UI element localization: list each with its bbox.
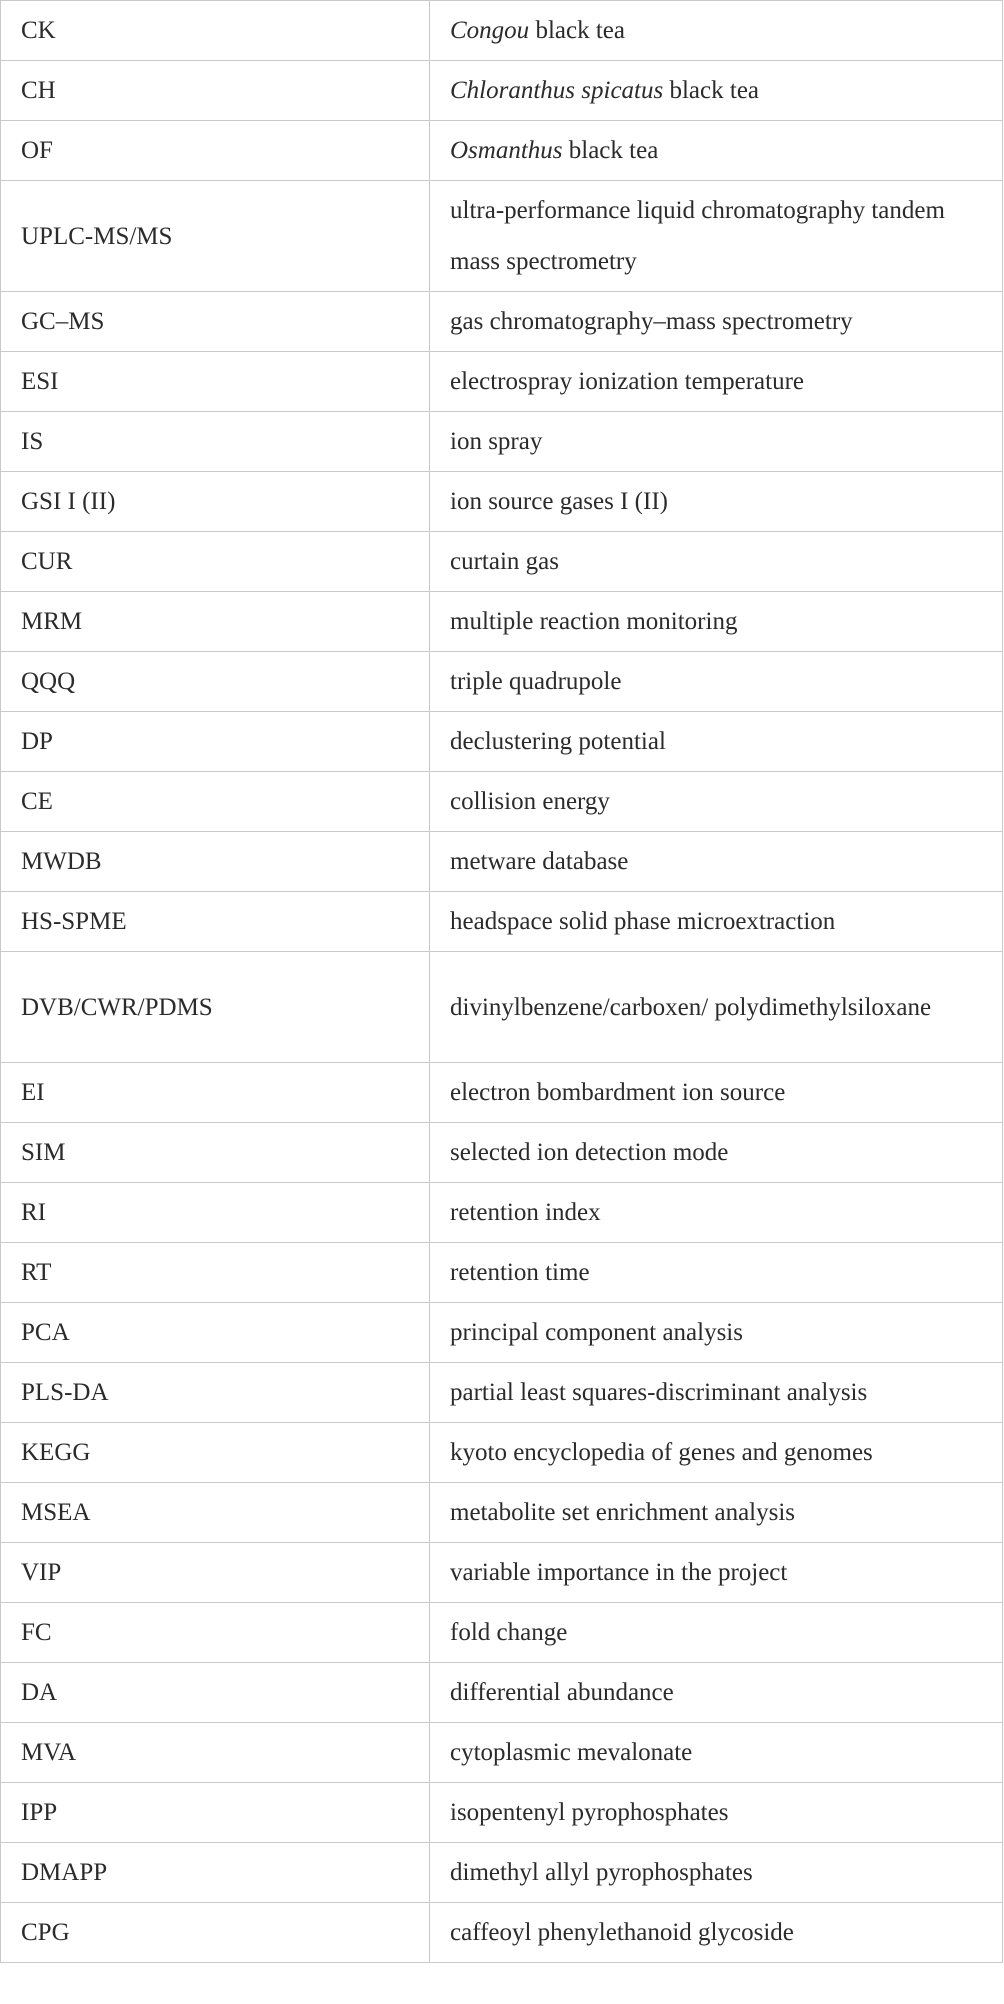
table-row xyxy=(1,592,1003,652)
definition-cell: variable importance in the project xyxy=(430,1543,1003,1603)
definition-cell xyxy=(430,61,1003,121)
table-row xyxy=(1,712,1003,772)
definition-cell: electrospray ionization temperature xyxy=(430,352,1003,412)
definition-cell: selected ion detection mode xyxy=(430,1123,1003,1183)
table-row xyxy=(1,652,1003,712)
abbreviation-cell: DMAPP xyxy=(1,1843,430,1903)
table-row xyxy=(1,1723,1003,1783)
abbreviation-cell: RT xyxy=(1,1243,430,1303)
abbreviation-cell: ESI xyxy=(1,352,430,412)
table-row xyxy=(1,1603,1003,1663)
definition-cell: dimethyl allyl pyrophosphates xyxy=(430,1843,1003,1903)
table-row xyxy=(1,352,1003,412)
definition-cell: ultra-performance liquid chromatography tandem mass spectrometry xyxy=(430,181,1003,292)
abbreviation-cell: IPP xyxy=(1,1783,430,1843)
definition-cell: gas chromatography–mass spectrometry xyxy=(430,292,1003,352)
abbreviation-cell: MVA xyxy=(1,1723,430,1783)
table-row xyxy=(1,1843,1003,1903)
abbreviation-cell: PCA xyxy=(1,1303,430,1363)
table-row xyxy=(1,772,1003,832)
table-row xyxy=(1,1783,1003,1843)
definition-cell: fold change xyxy=(430,1603,1003,1663)
table-row xyxy=(1,1363,1003,1423)
table-row xyxy=(1,61,1003,121)
definition-text: black tea xyxy=(529,17,625,44)
table-row xyxy=(1,1543,1003,1603)
definition-cell xyxy=(430,1,1003,61)
table-row xyxy=(1,832,1003,892)
abbreviation-cell: GSI I (II) xyxy=(1,472,430,532)
table-row xyxy=(1,1243,1003,1303)
definition-cell: ion source gases I (II) xyxy=(430,472,1003,532)
abbreviation-cell: FC xyxy=(1,1603,430,1663)
table-row xyxy=(1,181,1003,292)
table-row xyxy=(1,892,1003,952)
abbreviation-cell: CK xyxy=(1,1,430,61)
abbreviation-cell: MWDB xyxy=(1,832,430,892)
abbreviation-cell: GC–MS xyxy=(1,292,430,352)
definition-cell: principal component analysis xyxy=(430,1303,1003,1363)
table-row xyxy=(1,121,1003,181)
abbreviation-cell: VIP xyxy=(1,1543,430,1603)
abbreviation-cell: MSEA xyxy=(1,1483,430,1543)
abbreviation-cell: CE xyxy=(1,772,430,832)
definition-cell: metabolite set enrichment analysis xyxy=(430,1483,1003,1543)
table-row xyxy=(1,532,1003,592)
table-row xyxy=(1,1123,1003,1183)
table-row xyxy=(1,1663,1003,1723)
definition-cell: multiple reaction monitoring xyxy=(430,592,1003,652)
definition-cell: isopentenyl pyrophosphates xyxy=(430,1783,1003,1843)
abbreviation-cell: EI xyxy=(1,1063,430,1123)
abbreviation-cell: CUR xyxy=(1,532,430,592)
abbreviation-cell: RI xyxy=(1,1183,430,1243)
abbreviation-cell: DVB/CWR/PDMS xyxy=(1,952,430,1063)
abbreviation-cell: MRM xyxy=(1,592,430,652)
abbreviation-cell: IS xyxy=(1,412,430,472)
abbreviation-cell: UPLC-MS/MS xyxy=(1,181,430,292)
definition-cell: collision energy xyxy=(430,772,1003,832)
table-row xyxy=(1,412,1003,472)
table-row xyxy=(1,1183,1003,1243)
definition-cell: divinylbenzene/carboxen/ polydimethylsiloxane xyxy=(430,952,1003,1063)
abbreviation-cell: PLS-DA xyxy=(1,1363,430,1423)
abbreviation-cell: CPG xyxy=(1,1903,430,1963)
definition-cell xyxy=(430,121,1003,181)
abbreviation-cell: SIM xyxy=(1,1123,430,1183)
abbreviation-cell: CH xyxy=(1,61,430,121)
definition-text: black tea xyxy=(663,77,760,104)
definition-italic-text: Chloranthus spicatus xyxy=(450,77,664,104)
definition-cell: caffeoyl phenylethanoid glycoside xyxy=(430,1903,1003,1963)
abbreviation-cell: KEGG xyxy=(1,1423,430,1483)
definition-cell: differential abundance xyxy=(430,1663,1003,1723)
definition-italic-text: Congou xyxy=(450,17,530,44)
definition-cell: cytoplasmic mevalonate xyxy=(430,1723,1003,1783)
table-row xyxy=(1,472,1003,532)
definition-cell: electron bombardment ion source xyxy=(430,1063,1003,1123)
abbreviation-cell: DA xyxy=(1,1663,430,1723)
definition-cell: kyoto encyclopedia of genes and genomes xyxy=(430,1423,1003,1483)
table-row xyxy=(1,1903,1003,1963)
table-row xyxy=(1,292,1003,352)
definition-cell: triple quadrupole xyxy=(430,652,1003,712)
table-row xyxy=(1,1303,1003,1363)
abbreviation-cell: HS-SPME xyxy=(1,892,430,952)
definition-cell: metware database xyxy=(430,832,1003,892)
definition-cell: retention index xyxy=(430,1183,1003,1243)
abbreviation-cell: DP xyxy=(1,712,430,772)
definition-cell: declustering potential xyxy=(430,712,1003,772)
definition-italic-text: Osmanthus xyxy=(450,137,563,164)
definition-cell: partial least squares-discriminant analysis xyxy=(430,1363,1003,1423)
table-row xyxy=(1,1063,1003,1123)
definition-cell: ion spray xyxy=(430,412,1003,472)
definition-cell: curtain gas xyxy=(430,532,1003,592)
definition-cell: retention time xyxy=(430,1243,1003,1303)
table-row xyxy=(1,1423,1003,1483)
abbreviation-cell: QQQ xyxy=(1,652,430,712)
abbreviation-cell: OF xyxy=(1,121,430,181)
abbreviations-table-body xyxy=(1,1,1003,1963)
table-row xyxy=(1,1,1003,61)
table-row xyxy=(1,1483,1003,1543)
definition-cell: headspace solid phase microextraction xyxy=(430,892,1003,952)
table-row xyxy=(1,952,1003,1063)
definition-text: black tea xyxy=(562,137,659,164)
